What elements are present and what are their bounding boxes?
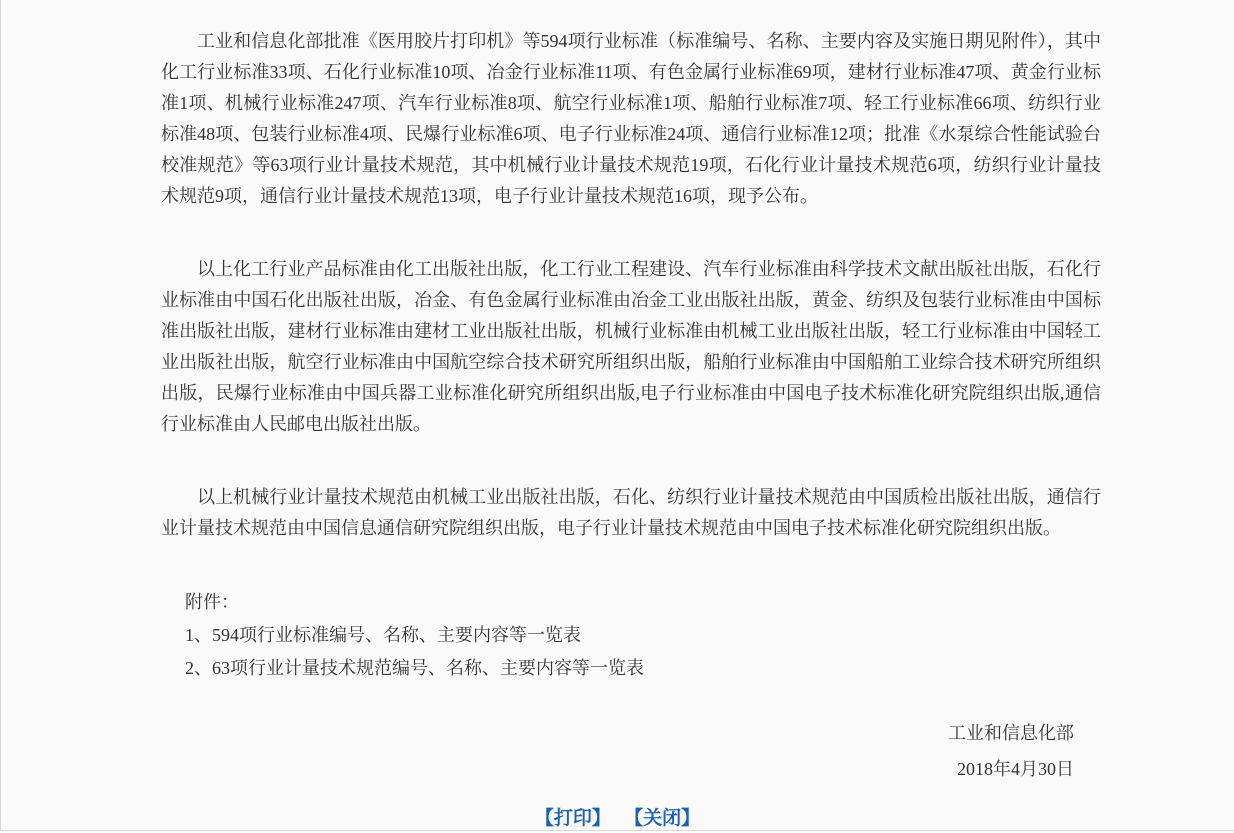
paragraph-metrology-publishers: 以上机械行业计量技术规范由机械工业出版社出版，石化、纺织行业计量技术规范由中国质检出版社出版，通信行业计量技术规范由中国信息通信研究院组织出版，电子行业计量技术规范由中国电子技术标准化研究院组织出版。: [161, 487, 1101, 538]
notice-body: [161, 0, 1101, 787]
attachment-item-1: 1、594项行业标准编号、名称、主要内容等一览表: [185, 625, 581, 645]
print-button[interactable]: 【打印】: [534, 808, 611, 829]
attachment-item-2: 2、63项行业计量技术规范编号、名称、主要内容等一览表: [185, 658, 644, 678]
paragraph-standards-approved: 工业和信息化部批准《医用胶片打印机》等594项行业标准（标准编号、名称、主要内容及实施日期见附件），其中化工行业标准33项、石化行业标准10项、冶金行业标准11项、有色金属行业标准69项，建材行业标准47项、黄金行业标准1项、机械行业标准247项、汽车行业标准8项、航空行业标准1项、船舶行业标准7项、轻工行业标准66项、纺织行业标准48项、包装行业标准4项、民爆行业标准6项、电子行业标准24项、通信行业标准12项；批准《水泵综合性能试验台校准规范》等63项行业计量技术规范，其中机械行业计量技术规范19项，石化行业计量技术规范6项，纺织行业计量技术规范9项，通信行业计量技术规范13项，电子行业计量技术规范16项，现予公布。: [161, 31, 1101, 206]
footer-actions: [1, 805, 1234, 833]
signature-issuer: 工业和信息化部: [948, 723, 1074, 743]
close-button[interactable]: 【关闭】: [624, 808, 701, 829]
paragraph-standards-publishers: 以上化工行业产品标准由化工出版社出版，化工行业工程建设、汽车行业标准由科学技术文献出版社出版，石化行业标准由中国石化出版社出版，冶金、有色金属行业标准由冶金工业出版社出版，黄金、纺织及包装行业标准由中国标准出版社出版，建材行业标准由建材工业出版社出版，机械行业标准由机械工业出版社出版，轻工行业标准由中国轻工业出版社出版，航空行业标准由中国航空综合技术研究所组织出版，船舶行业标准由中国船舶工业综合技术研究所组织出版，民爆行业标准由中国兵器工业标准化研究所组织出版,电子行业标准由中国电子技术标准化研究院组织出版,通信行业标准由人民邮电出版社出版。: [161, 259, 1101, 434]
attachments-label: 附件：: [185, 592, 239, 612]
signature-date: 2018年4月30日: [957, 759, 1074, 779]
attachments-section: [161, 586, 1101, 685]
signature-block: [161, 715, 1101, 787]
